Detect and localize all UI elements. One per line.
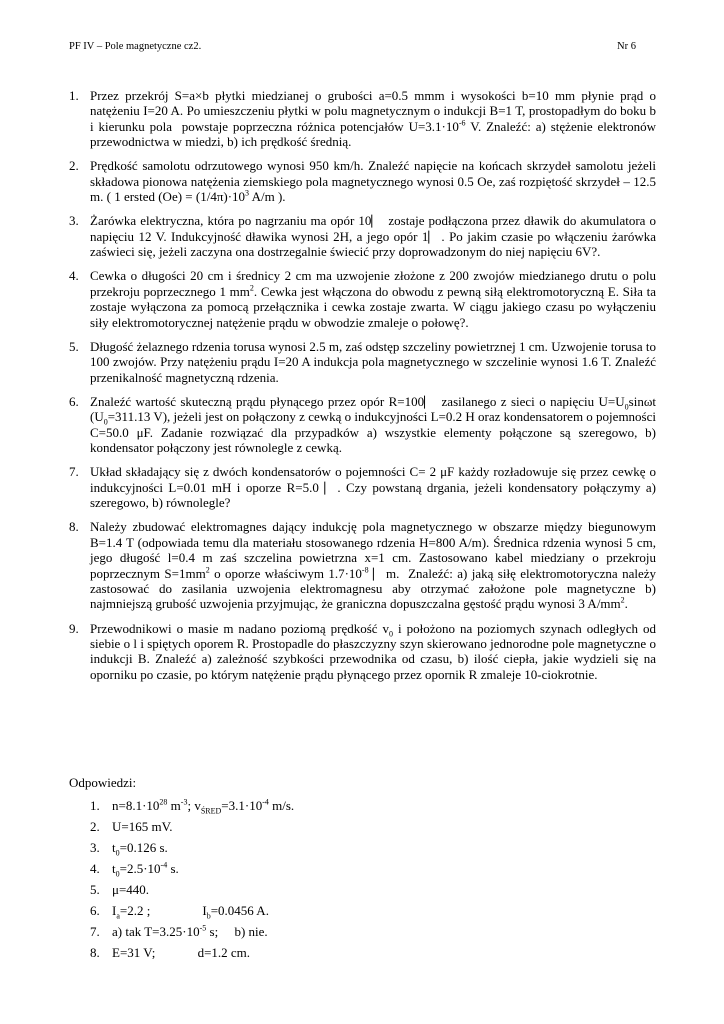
- problem-item-text: Cewka o długości 20 cm i średnicy 2 cm ma uzwojenie złożone z 200 zwojów miedzianego drutu o polu przekroju poprzecznego 1 $mm^2$. Cewka jest włączona do obwodu z pewną siłą elektromotoryczną E. Siła ta zostaje wyłączona za pomocą przełącznika i cewka zostaje zwarta. W ciągu jakiego czasu po wyłączeniu siły elektromotorycznej natężenie prądu w obwodzie zmaleje o połowę?.: [90, 268, 657, 330]
- answer-item: [90, 861, 650, 882]
- answer-item: [90, 819, 650, 840]
- answer-item: [90, 840, 650, 861]
- answer-item-number: 5.: [90, 882, 100, 897]
- header-number: Nr 6: [617, 41, 636, 52]
- problem-item: [69, 339, 656, 385]
- problem-list: [69, 88, 656, 691]
- problem-item-text: Przez przekrój S=a×b płytki miedzianej o grubości a=0.5 mmm i wysokości b=10 mm płynie prąd o natężeniu I=20 A. Po umieszczeniu płytki w polu magnetycznym o indukcji B=1 T, prostopadłym do boku b i kierunku pola powstaje poprzeczna różnica potencjałów $U=3.1\cdot 10^{-6}$ V. Znaleźć: a) stężenie elektronów przewodnictwa w miedzi, b) ich prędkość średnią.: [90, 88, 656, 150]
- problem-item-number: 9.: [69, 620, 79, 636]
- answer-item-number: 3.: [90, 840, 100, 855]
- answer-item: [90, 945, 650, 966]
- problem-item-number: 2.: [69, 158, 79, 174]
- answer-item-text: μ=440.: [112, 882, 150, 897]
- problem-item-number: 6.: [69, 393, 79, 409]
- answer-list: [90, 798, 650, 966]
- answer-item: [90, 924, 650, 945]
- problem-item-text: Przewodnikowi o masie m nadano poziomą prędkość $v_0$ i położono na poziomych szynach odległych od siebie o l i spiętych oporem R. Prostopadle do płaszczyzny szyn skierowano jednorodne pole magnetyczne o indukcji B. Znaleźć a) zależność szybkości przewodnika od czasu, b) ilość ciepła, jakie wydzieli się na oporniku po czasie, po którym natężenie prądu płynącego przez opornik R zmaleje 10-ciokrotnie.: [90, 620, 656, 682]
- problem-item-text: Żarówka elektryczna, która po nagrzaniu ma opór 10⎸ zostaje podłączona przez dławik do akumulatora o napięciu 12 V. Indukcyjność dławika wynosi 2H, a jego opór 1⎸. Po jakim czasie po włączeniu żarówka zaświeci się, jeżeli zaczyna ona dostrzegalnie świecić przy doprowadzonym do niej napięciu 6V?.: [90, 213, 656, 260]
- problem-item-text: Układ składający się z dwóch kondensatorów o pojemności C= 2 μF każdy rozładowuje się przez cewkę o indukcyjności L=0.01 mH i oporze R=5.0 ⎸. Czy powstaną drgania, jeżeli kondensatory połączymy a) szeregowo, b) równolegle?: [90, 464, 656, 511]
- problem-item-text: Należy zbudować elektromagnes dający indukcję pola magnetycznego w obszarze między biegunowym B=1.4 T (odpowiada temu dla materiału stosowanego rdzenia H=800 A/m). Średnica rdzenia wynosi 5 cm, jego długość l=0.4 m zaś szczelina powietrzna x=1 cm. Zastosowano kabel miedziany o przekroju poprzecznym $S=1mm^2$ o oporze właściwym $1.7\cdot 10^{-8}$ ⎸m. Znaleźć: a) jaką siłę elektromotoryczna należy zastosować do zasilania uzwojenia elektromagnesu aby otrzymać założone pole magnetyczne b) najmniejszą grubość uzwojenia przyjmując, że graniczna dopuszczalna gęstość prądu wynosi 3 $A/mm^2$.: [90, 519, 656, 612]
- answer-item-number: 6.: [90, 903, 100, 918]
- answers-heading: Odpowiedzi:: [69, 775, 137, 790]
- answer-item: [90, 903, 650, 924]
- problem-item: [69, 88, 656, 150]
- problem-item: [69, 394, 656, 456]
- answer-item-number: 8.: [90, 945, 100, 960]
- answer-item: [90, 882, 650, 903]
- header-title: PF IV – Pole magnetyczne cz2.: [69, 41, 202, 52]
- answer-item-text: $t_0=0.126$ s.: [112, 840, 168, 858]
- problem-item-number: 8.: [69, 519, 79, 535]
- problem-item-number: 3.: [69, 213, 79, 229]
- problem-item-number: 1.: [69, 88, 79, 103]
- answer-item-text: a) tak $T=3.25\cdot 10^{-5}$ s; b) nie.: [112, 923, 268, 939]
- answer-item-number: 7.: [90, 924, 100, 939]
- problem-item: [69, 268, 656, 330]
- problem-item-text: Znaleźć wartość skuteczną prądu płynącego przez opór R=100⎸ zasilanego z sieci o napięciu $U=U_0\sin\omega t$ ($U_0=311.13$ V), jeżeli jest on połączony z cewką o indukcyjności L=0.2 H oraz kondensatorem o pojemności C=50.0 μF. Zadanie rozwiązać dla przypadków a) wszystkie elementy połączone są szeregowo, b) kondensator połączony jest równolegle z cewką.: [90, 393, 656, 456]
- answer-item-text: E=31 V; d=1.2 cm.: [112, 945, 251, 960]
- answer-item-text: $t_0=2.5\cdot 10^{-4}$ s.: [112, 860, 179, 879]
- answer-item: [90, 798, 650, 819]
- problem-item: [69, 158, 656, 204]
- answer-item-number: 4.: [90, 861, 100, 876]
- problem-item-text: Prędkość samolotu odrzutowego wynosi 950 km/h. Znaleźć napięcie na końcach skrzydeł samolotu jeżeli składowa pionowa natężenia ziemskiego pola magnetycznego wynosi 0.5 Oe, zaś rozpiętość skrzydeł – 12.5 m. ( 1 ersted $(Oe) = (1/4\pi)\cdot 10^3$ A/m ).: [90, 158, 656, 205]
- problem-item: [69, 464, 656, 510]
- problem-item-number: 4.: [69, 268, 79, 284]
- answer-item-text: $n=8.1\cdot 10^{28}$ $m^{-3}$; $v_{ŚRED}=3.1\cdot 10^{-4}$ m/s.: [112, 797, 295, 816]
- problem-item-text: Długość żelaznego rdzenia torusa wynosi 2.5 m, zaś odstęp szczeliny powietrznej 1 cm. Uzwojenie torusa to 100 zwojów. Przy natężeniu prądu I=20 A indukcja pola magnetycznego w szczelinie wynosi 1.6 T. Znaleźć przenikalność magnetyczną rdzenia.: [90, 338, 656, 385]
- answer-item-text: $I_a=2.2$ ; $I_b=0.0456$ A.: [112, 903, 269, 921]
- problem-item-number: 5.: [69, 338, 79, 354]
- problem-item: [69, 621, 656, 683]
- answer-item-number: 1.: [90, 798, 100, 813]
- problem-item: [69, 213, 656, 259]
- problem-item: [69, 519, 656, 611]
- answer-item-text: U=165 mV.: [112, 819, 173, 834]
- problem-item-number: 7.: [69, 464, 79, 480]
- answer-item-number: 2.: [90, 819, 100, 834]
